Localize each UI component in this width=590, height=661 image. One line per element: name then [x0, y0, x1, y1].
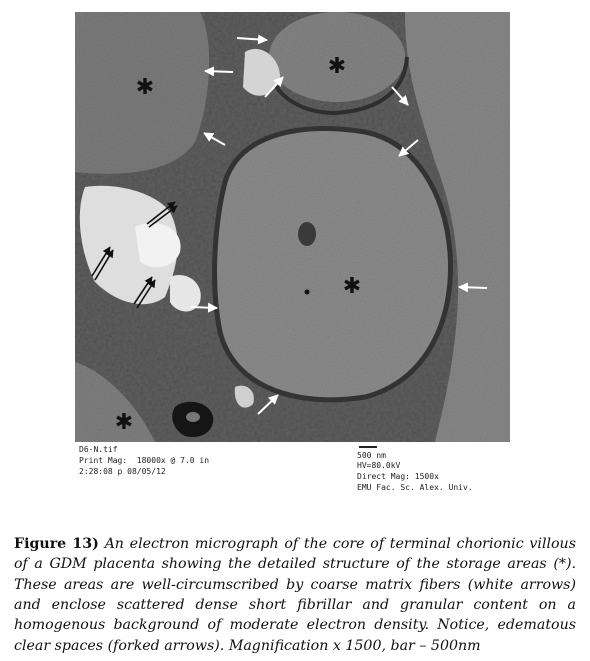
metadata-left [79, 444, 209, 477]
storage-marker: ✱ [135, 75, 155, 100]
caption-text: An electron micrograph of the core of terminal chorionic villous of a GDM placenta showing the detailed structure of the storage areas (*). These areas are well-circumscribed by coarse matrix fibers (white arrows) and enclose scattered dense short fibrillar and granular content on a homogenous background of moderate electron density. Notice, edematous clear spaces (forked arrows). Magnification x 1500, bar – 500nm [14, 536, 576, 654]
scale-bar-label: 500 nm [357, 451, 386, 460]
metadata-filename: D6-N.tif [79, 445, 118, 454]
micrograph-metadata [75, 444, 510, 502]
figure [75, 12, 510, 502]
electron-micrograph [75, 12, 510, 442]
storage-marker: ✱ [342, 274, 362, 299]
figure-caption [14, 534, 576, 656]
metadata-timestamp: 2:28:08 p 08/05/12 [79, 467, 166, 476]
metadata-direct-mag: Direct Mag: 1500x [357, 472, 439, 481]
metadata-print-mag: Print Mag: 18000x @ 7.0 in [79, 456, 210, 465]
white-arrow [191, 307, 217, 308]
white-arrow [205, 71, 233, 72]
white-arrow [459, 287, 487, 288]
storage-marker: ✱ [327, 54, 347, 79]
caption-label: Figure 13) [14, 536, 99, 553]
metadata-right [357, 460, 473, 493]
storage-marker: ✱ [114, 410, 134, 435]
scale-bar [359, 446, 377, 448]
storage-area-center [215, 129, 451, 400]
metadata-institution: EMU Fac. Sc. Alex. Univ. [357, 483, 473, 492]
metadata-voltage: HV=80.0kV [357, 461, 401, 470]
